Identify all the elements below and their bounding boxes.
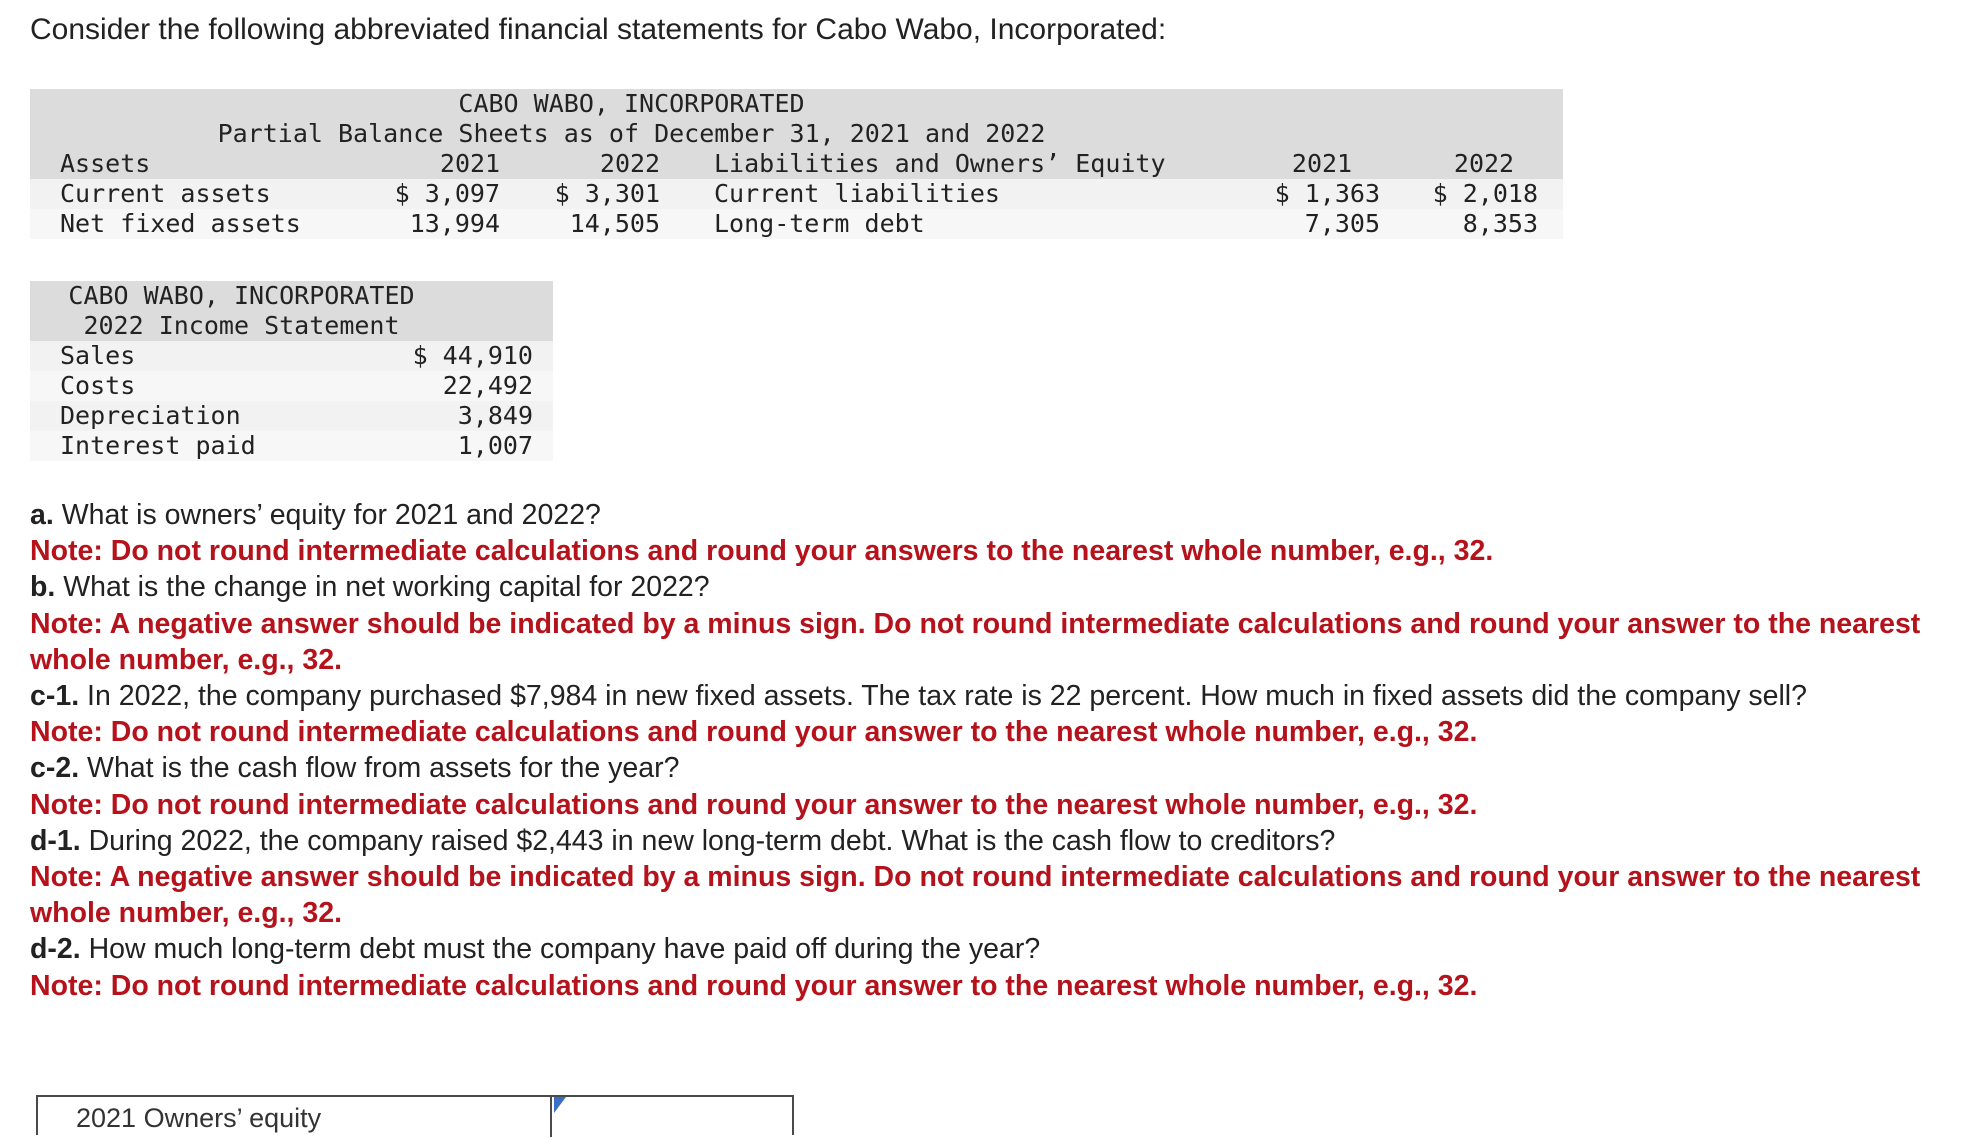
question-label: c-2. <box>30 752 80 785</box>
asset-label: Net fixed assets <box>60 209 301 238</box>
question-c2 <box>30 750 1940 786</box>
asset-2021-value: $ 3,097 <box>394 179 500 208</box>
questions-block <box>30 497 1940 1004</box>
answer-input-cell[interactable] <box>550 1097 794 1137</box>
income-value: 1,007 <box>457 431 533 460</box>
note-d2: Note: Do not round intermediate calculations and round your answer to the nearest whole number, e.g., 32. <box>30 969 1478 1002</box>
question-text: During 2022, the company raised $2,443 in new long-term debt. What is the cash flow to creditors? <box>80 824 1336 857</box>
question-label: a. <box>30 499 54 531</box>
income-value: $ 44,910 <box>412 341 533 370</box>
question-text: How much long-term debt must the company have paid off during the year? <box>80 933 1041 966</box>
intro-text: Consider the following abbreviated financial statements for Cabo Wabo, Incorporated: <box>30 13 1167 46</box>
note-a: Note: Do not round intermediate calculations and round your answers to the nearest whole number, e.g., 32. <box>30 535 1494 568</box>
question-c1 <box>30 678 1940 714</box>
liab-year-2021: 2021 <box>1291 149 1353 178</box>
question-text: What is owners’ equity for 2021 and 2022? <box>53 499 601 531</box>
income-value: 3,849 <box>457 401 533 430</box>
income-statement-subtitle: 2022 Income Statement <box>83 311 400 340</box>
income-row <box>30 401 553 431</box>
liability-label: Long-term debt <box>714 209 925 238</box>
income-label: Sales <box>60 341 136 370</box>
liability-label: Current liabilities <box>714 179 1000 208</box>
income-label: Costs <box>60 371 136 400</box>
income-row <box>30 431 553 461</box>
income-label: Depreciation <box>60 401 241 430</box>
asset-label: Current assets <box>60 179 271 208</box>
question-label: c-1. <box>30 680 80 713</box>
asset-2021-value: 13,994 <box>409 209 500 238</box>
note-b: Note: A negative answer should be indicated by a minus sign. Do not round intermediate calculations and round your answer to the nearest whole number, e.g., 32. <box>30 607 1921 676</box>
liability-2021-value: $ 1,363 <box>1274 179 1380 208</box>
balance-row <box>30 179 1563 209</box>
question-text: What is the change in net working capital for 2022? <box>55 571 710 604</box>
note-d1: Note: A negative answer should be indicated by a minus sign. Do not round intermediate calculations and round your answer to the nearest whole number, e.g., 32. <box>30 861 1921 930</box>
liability-2022-value: 8,353 <box>1462 209 1538 238</box>
balance-sheet-subtitle: Partial Balance Sheets as of December 31, 2021 and 2022 <box>217 119 1046 148</box>
note-c1: Note: Do not round intermediate calculations and round your answer to the nearest whole number, e.g., 32. <box>30 716 1478 749</box>
assets-year-2021: 2021 <box>439 149 501 178</box>
balance-sheet-header <box>30 89 1563 179</box>
owners-equity-2021-input[interactable] <box>552 1097 798 1139</box>
income-label: Interest paid <box>60 431 256 460</box>
question-b <box>30 569 1940 605</box>
question-text: In 2022, the company purchased $7,984 in new fixed assets. The tax rate is 22 percent. How much in fixed assets did the company sell? <box>79 680 1807 713</box>
assets-year-2022: 2022 <box>599 149 661 178</box>
question-d1 <box>30 823 1940 859</box>
balance-sheet-title: CABO WABO, INCORPORATED <box>458 89 805 118</box>
answer-table <box>36 1095 794 1135</box>
asset-2022-value: 14,505 <box>569 209 660 238</box>
liabilities-header: Liabilities and Owners’ Equity <box>714 149 1166 178</box>
balance-row <box>30 209 1563 239</box>
question-text: What is the cash flow from assets for the year? <box>79 752 680 785</box>
income-statement-table <box>30 281 553 461</box>
balance-sheet-table <box>30 89 1563 239</box>
income-row <box>30 341 553 371</box>
answer-row-label: 2021 Owners’ equity <box>76 1103 322 1133</box>
income-value: 22,492 <box>442 371 533 400</box>
liability-2022-value: $ 2,018 <box>1432 179 1538 208</box>
question-label: b. <box>30 571 56 604</box>
question-label: d-2. <box>30 933 81 966</box>
income-statement-header <box>30 281 553 341</box>
liability-2021-value: 7,305 <box>1304 209 1380 238</box>
question-label: d-1. <box>30 824 81 857</box>
asset-2022-value: $ 3,301 <box>554 179 660 208</box>
income-statement-title: CABO WABO, INCORPORATED <box>68 281 415 310</box>
question-d2 <box>30 931 1940 967</box>
liab-year-2022: 2022 <box>1453 149 1515 178</box>
assets-header: Assets <box>60 149 151 178</box>
income-row <box>30 371 553 401</box>
question-a <box>30 497 1940 533</box>
note-c2: Note: Do not round intermediate calculations and round your answer to the nearest whole number, e.g., 32. <box>30 788 1478 821</box>
